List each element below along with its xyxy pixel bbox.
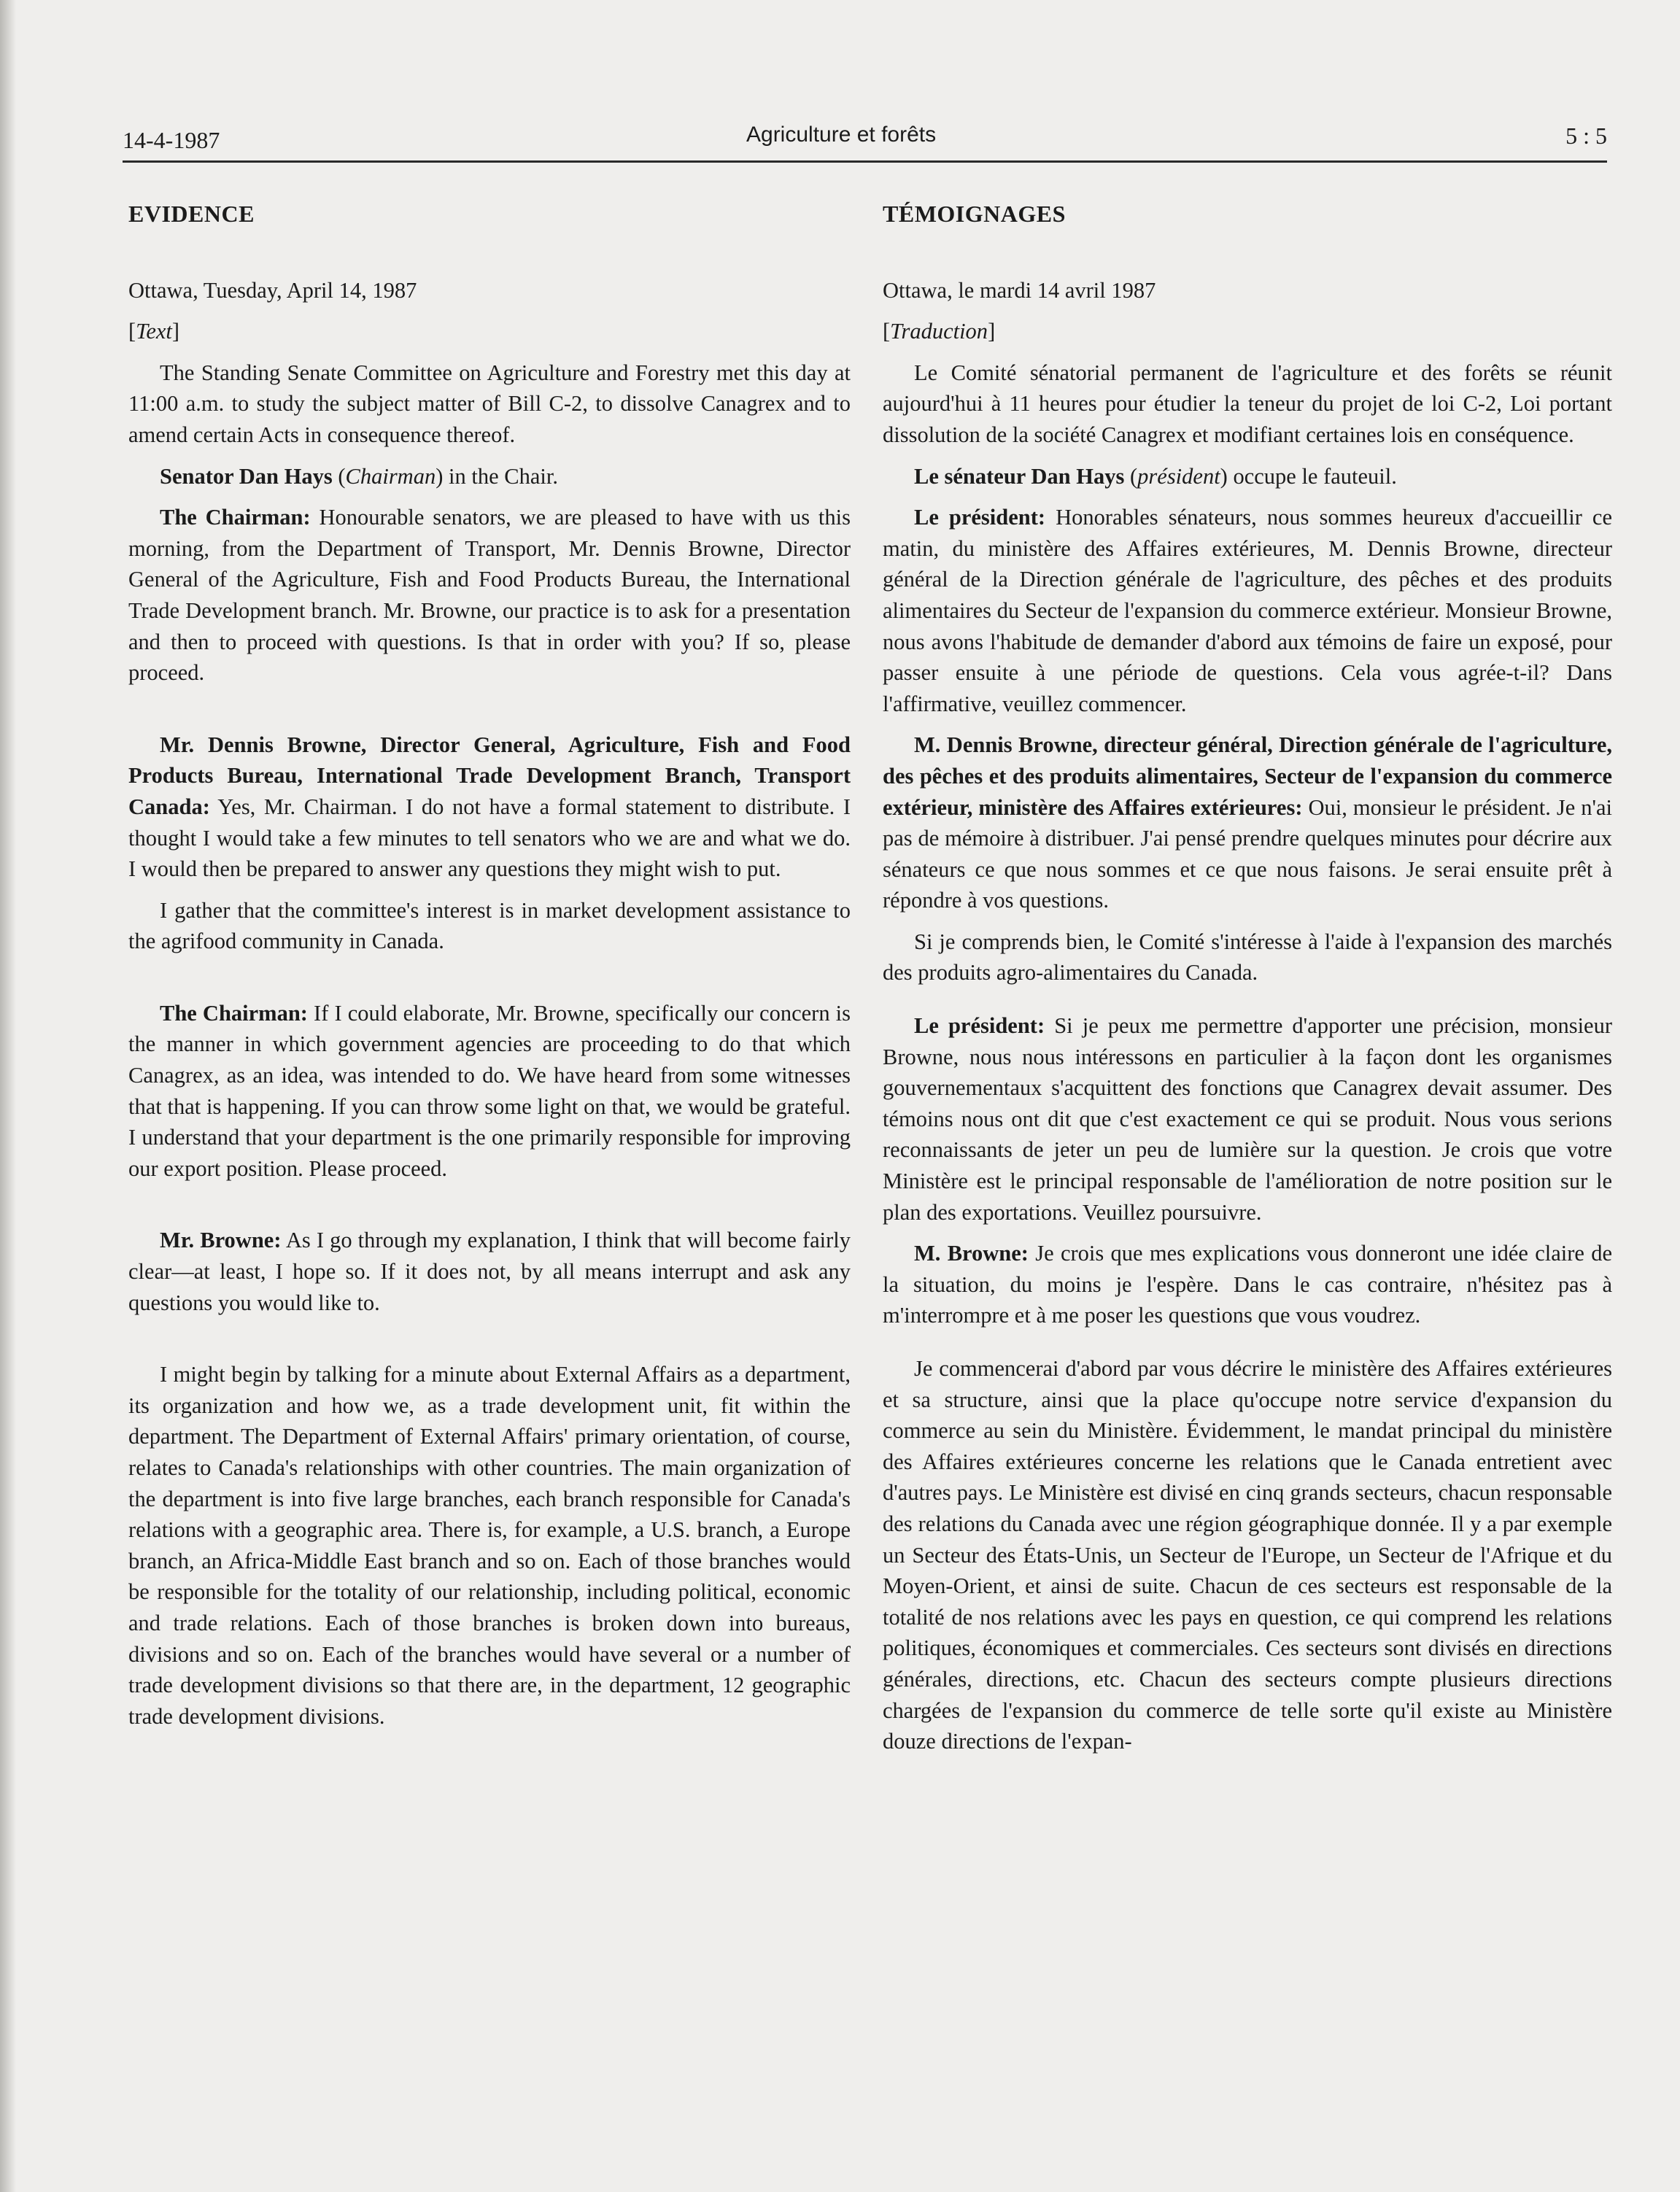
french-paragraph-1: Le Comité sénatorial permanent de l'agriculture et des forêts se réunit aujourd'hui à 11 heures pour étudier la teneur du projet de loi C-2, Loi portant dissolution de la société Canagrex et modifiant certaines lois en conséquence. (883, 360, 1612, 447)
english-paragraph-5 (128, 998, 851, 1185)
header-title: Agriculture et forêts (746, 123, 937, 147)
english-language-tag: [Text] (128, 319, 180, 344)
french-paragraph-4: Si je comprends bien, le Comité s'intéresse à l'aide à l'expansion des marchés des produits agro-alimentaires du Canada. (883, 929, 1612, 985)
header-date: 14-4-1987 (123, 127, 220, 153)
page-header (123, 123, 1607, 159)
french-paragraph-6 (883, 1238, 1612, 1331)
french-column (883, 198, 1612, 1757)
french-language-tag: [Traduction] (883, 319, 996, 344)
french-chair-rest: occupe le fauteuil. (1227, 463, 1397, 489)
english-paragraph-4: I gather that the committee's interest is in market development assistance to the agrifood community in Canada. (128, 897, 851, 954)
english-place-date: Ottawa, Tuesday, April 14, 1987 (128, 277, 417, 303)
english-p3-speaker: Mr. Dennis Browne, Director General, Agriculture, Fish and Food Products Bureau, International Trade Development Branch, Transport Canada: (128, 732, 851, 819)
english-paragraph-6 (128, 1225, 851, 1318)
english-paragraph-3 (128, 729, 851, 885)
french-p3-text: Oui, monsieur le président. Je n'ai pas de mémoire à distribuer. J'ai pensé prendre quelques minutes pour décrire aux sénateurs ce que nous sommes et ce que nous faisons. Je serai ensuite prêt à répondre à vos questions. (883, 794, 1613, 913)
french-p2-speaker: Le président: (914, 505, 1046, 530)
english-chair-line: Senator Dan Hays (Chairman) in the Chair. (160, 463, 558, 489)
english-p5-text: If I could elaborate, Mr. Browne, specifically our concern is the manner in which government agencies are proceeding to do that which Canagrex, as an idea, was intended to do. We have heard from some witnesses that that is happening. If you can throw some light on that, we would be grateful. I understand that your department is the one primarily responsible for improving our export position. Please proceed. (128, 1000, 851, 1181)
english-p5-speaker: The Chairman: (160, 1000, 308, 1026)
header-rule (123, 160, 1607, 163)
french-p5-speaker: Le président: (914, 1013, 1045, 1039)
french-p5-text: Si je peux me permettre d'apporter une précision, monsieur Browne, nous nous intéressons en particulier à la façon dont les organismes gouvernementaux s'acquittent des fonctions que Canagrex devait assumer. Des témoins nous ont dit que c'est exactement ce qui se produit. Nous vous serions reconnaissants de jeter un peu de lumière sur la question. Je crois que votre Ministère est le principal responsable de l'amélioration de notre position sur le plan des exportations. Veuillez poursuivre. (883, 1013, 1612, 1225)
english-chair-role: Chairman (345, 463, 436, 489)
english-paragraph-1: The Standing Senate Committee on Agriculture and Forestry met this day at 11:00 a.m. to study the subject matter of Bill C-2, to dissolve Canagrex and to amend certain Acts in consequence thereof. (128, 360, 851, 447)
english-p6-text: As I go through my explanation, I think that will become fairly clear—at least, I hope so. If it does not, by all means interrupt and ask any questions you would like to. (128, 1228, 851, 1315)
english-column (128, 198, 851, 1732)
french-place-date: Ottawa, le mardi 14 avril 1987 (883, 277, 1156, 303)
french-paragraph-7: Je commencerai d'abord par vous décrire le ministère des Affaires extérieures et sa structure, ainsi que la place qu'occupe notre service d'expansion du commerce au sein du Ministère. Évidemment, le mandat principal du ministère des Affaires extérieures concerne les relations que le Canada entretient avec d'autres pays. Le Ministère est divisé en cinq grands secteurs, chacun responsable des relations du Canada avec une région géographique donnée. Il y a par exemple un Secteur des États-Unis, un Secteur de l'Europe, un Secteur de l'Afrique et du Moyen-Orient, et ainsi de suite. Chacun de ces secteurs est responsable de la totalité de nos relations avec les pays en question, ce qui comprend les relations politiques, économiques et commerciales. Ces secteurs sont divisés en directions générales, directions, etc. Chacun des secteurs compte plusieurs directions chargées de l'expansion du commerce de telle sorte qu'il existe au Ministère douze directions de l'expan- (883, 1356, 1612, 1754)
french-paragraph-5 (883, 1010, 1612, 1228)
header-page-number: 5 : 5 (1565, 123, 1607, 149)
french-heading: TÉMOIGNAGES (883, 201, 1066, 227)
english-p2-speaker: The Chairman: (160, 505, 311, 530)
english-p3-text: Yes, Mr. Chairman. I do not have a formal statement to distribute. I thought I would take a few minutes to tell senators who we are and what we do. I would then be prepared to answer any questions they might wish to put. (128, 794, 851, 882)
english-chair-name: Senator Dan Hays (160, 463, 333, 489)
french-language-tag-text: Traduction (890, 319, 988, 344)
french-chair-name: Le sénateur Dan Hays (914, 463, 1125, 489)
french-paragraph-3 (883, 729, 1612, 916)
page-binding-shadow (0, 0, 16, 2192)
english-p2-text: Honourable senators, we are pleased to have with us this morning, from the Department of Transport, Mr. Dennis Browne, Director General of the Agriculture, Fish and Food Products Bureau, the International Trade Development branch. Mr. Browne, our practice is to ask for a presentation and then to proceed with questions. Is that in order with you? If so, please proceed. (128, 505, 851, 686)
french-p2-text: Honorables sénateurs, nous sommes heureux d'accueillir ce matin, du ministère des Affaires extérieures, M. Dennis Browne, directeur général de la Direction générale de l'agriculture, des pêches et des produits alimentaires du Secteur de l'expansion du commerce extérieur. Monsieur Browne, nous avons l'habitude de demander d'abord aux témoins de faire un exposé, pour passer ensuite à une période de questions. Cela vous agrée-t-il? Dans l'affirmative, veuillez commencer. (883, 505, 1612, 716)
french-p6-speaker: M. Browne: (914, 1241, 1029, 1266)
french-p6-text: Je crois que mes explications vous donneront une idée claire de la situation, du moins je l'espère. Dans le cas contraire, n'hésitez pas à m'interrompre et à me poser les questions que vous voudrez. (883, 1241, 1612, 1328)
french-p3-speaker: M. Dennis Browne, directeur général, Direction générale de l'agriculture, des pêches et des produits alimentaires, Secteur de l'expansion du commerce extérieur, ministère des Affaires extérieures: (883, 732, 1612, 820)
french-chair-role: président (1137, 463, 1220, 489)
english-paragraph-2 (128, 502, 851, 689)
english-heading: EVIDENCE (128, 201, 255, 227)
french-paragraph-2 (883, 502, 1612, 719)
french-chair-line: Le sénateur Dan Hays (président) occupe le fauteuil. (914, 463, 1397, 489)
english-chair-rest: in the Chair. (443, 463, 558, 489)
english-paragraph-7: I might begin by talking for a minute about External Affairs as a department, its organization and how we, as a trade development unit, fit within the department. The Department of External Affairs' primary orientation, of course, relates to Canada's relationships with other countries. The main organization of the department is into five large branches, each branch responsible for Canada's relations with a geographic area. There is, for example, a U.S. branch, a Europe branch, an Africa-Middle East branch and so on. Each of those branches would be responsible for the totality of our relationship, including political, economic and trade relations. Each of those branches is broken down into bureaus, divisions and so on. Each of the branches would have several or a number of trade development divisions so that there are, in the department, 12 geographic trade development divisions. (128, 1362, 851, 1729)
english-p6-speaker: Mr. Browne: (160, 1228, 282, 1253)
english-language-tag-text: Text (136, 319, 172, 344)
